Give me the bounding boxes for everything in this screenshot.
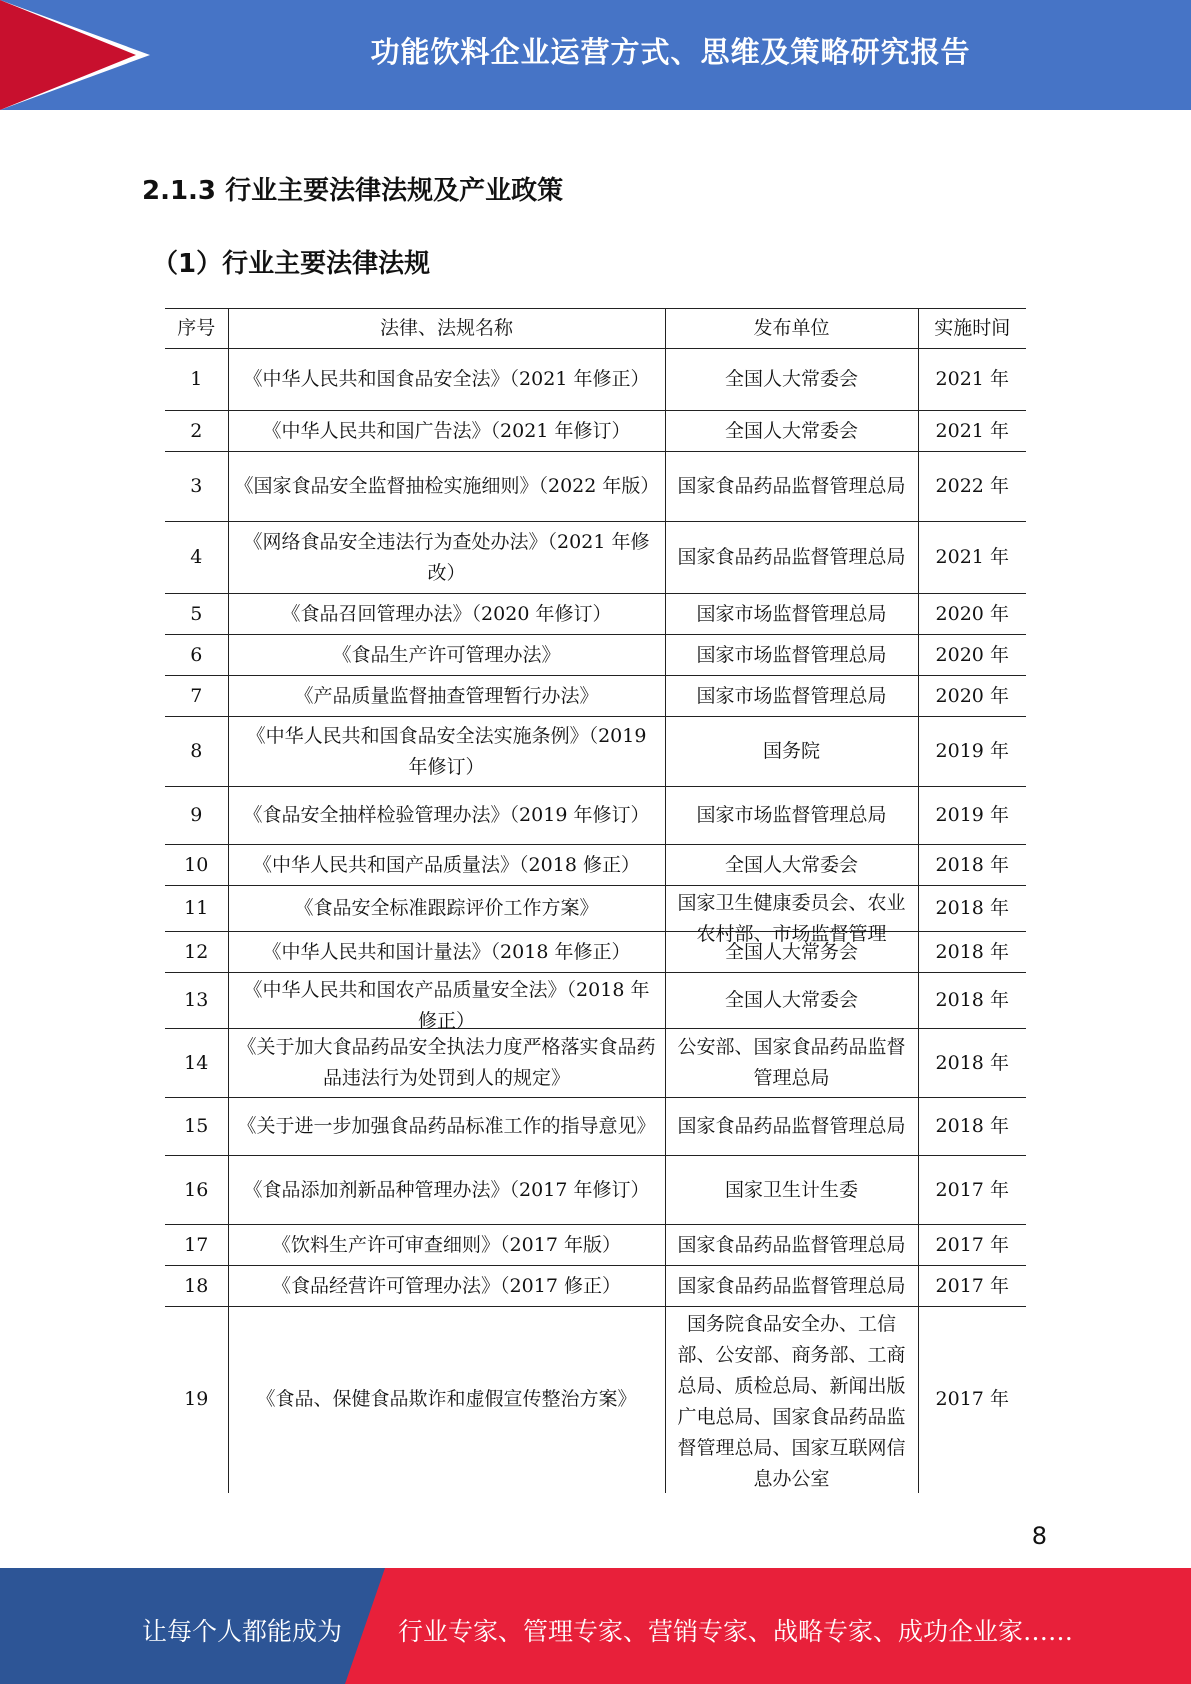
row-index-cell: 5 <box>165 594 228 635</box>
row-index-cell: 10 <box>165 845 228 886</box>
row-issuer-cell: 国家食品药品监督管理总局 <box>665 1098 918 1156</box>
row-issuer-cell: 国务院食品安全办、工信部、公安部、商务部、工商总局、质检总局、新闻出版广电总局、国家食品药品监督管理总局、国家互联网信息办公室 <box>665 1307 918 1493</box>
row-index-cell: 4 <box>165 522 228 594</box>
row-law-name-cell: 《关于加大食品药品安全执法力度严格落实食品药品违法行为处罚到人的规定》 <box>228 1029 665 1098</box>
row-date-cell: 2020 年 <box>918 635 1026 676</box>
row-law-name-cell: 《关于进一步加强食品药品标准工作的指导意见》 <box>228 1098 665 1156</box>
row-issuer-cell: 全国人大常委会 <box>665 349 918 411</box>
row-date-cell: 2017 年 <box>918 1266 1026 1307</box>
row-date-cell: 2021 年 <box>918 349 1026 411</box>
table-row <box>165 1307 1026 1493</box>
row-law-name-cell: 《食品生产许可管理办法》 <box>228 635 665 676</box>
header-red-arrow <box>0 0 136 110</box>
row-issuer-cell: 国家卫生健康委员会、农业农村部、市场监督管理 <box>665 886 918 932</box>
table-row <box>165 932 1026 973</box>
table-row <box>165 1225 1026 1266</box>
row-law-name-cell: 《食品安全标准跟踪评价工作方案》 <box>228 886 665 932</box>
table-row <box>165 676 1026 717</box>
table-row <box>165 411 1026 452</box>
row-index-cell: 1 <box>165 349 228 411</box>
row-index-cell: 12 <box>165 932 228 973</box>
row-index-cell: 6 <box>165 635 228 676</box>
row-law-name-cell: 《中华人民共和国广告法》（2021 年修订） <box>228 411 665 452</box>
row-index-cell: 8 <box>165 717 228 787</box>
row-law-name-cell: 《中华人民共和国计量法》（2018 年修正） <box>228 932 665 973</box>
row-law-name-cell: 《食品召回管理办法》（2020 年修订） <box>228 594 665 635</box>
row-issuer-cell: 国家食品药品监督管理总局 <box>665 1225 918 1266</box>
section-heading: 2.1.3 行业主要法律法规及产业政策 <box>142 176 564 206</box>
row-index-cell: 19 <box>165 1307 228 1493</box>
table-row <box>165 973 1026 1029</box>
row-issuer-cell: 国家市场监督管理总局 <box>665 787 918 845</box>
row-issuer-cell: 国家食品药品监督管理总局 <box>665 1266 918 1307</box>
laws-table <box>165 308 1026 1493</box>
row-issuer-cell: 国务院 <box>665 717 918 787</box>
table-row <box>165 522 1026 594</box>
row-issuer-cell: 国家食品药品监督管理总局 <box>665 522 918 594</box>
row-law-name-cell: 《食品添加剂新品种管理办法》（2017 年修订） <box>228 1156 665 1225</box>
header-cell-date: 实施时间 <box>918 309 1026 349</box>
row-date-cell: 2022 年 <box>918 452 1026 522</box>
table-row <box>165 886 1026 932</box>
row-date-cell: 2017 年 <box>918 1307 1026 1493</box>
row-index-cell: 15 <box>165 1098 228 1156</box>
row-issuer-cell: 全国人大常委会 <box>665 973 918 1029</box>
table-row <box>165 635 1026 676</box>
footer-slogan-right: 行业专家、管理专家、营销专家、战略专家、成功企业家…… <box>398 1617 1074 1646</box>
table-row <box>165 845 1026 886</box>
row-law-name-cell: 《食品、保健食品欺诈和虚假宣传整治方案》 <box>228 1307 665 1493</box>
table-row <box>165 1266 1026 1307</box>
row-law-name-cell: 《中华人民共和国产品质量法》（2018 修正） <box>228 845 665 886</box>
row-date-cell: 2021 年 <box>918 522 1026 594</box>
row-law-name-cell: 《产品质量监督抽查管理暂行办法》 <box>228 676 665 717</box>
row-issuer-cell: 全国人大常委会 <box>665 845 918 886</box>
row-date-cell: 2018 年 <box>918 845 1026 886</box>
report-title: 功能饮料企业运营方式、思维及策略研究报告 <box>370 35 971 69</box>
row-law-name-cell: 《食品安全抽样检验管理办法》（2019 年修订） <box>228 787 665 845</box>
table-row <box>165 349 1026 411</box>
row-index-cell: 17 <box>165 1225 228 1266</box>
page-footer <box>0 1568 1191 1684</box>
table-row <box>165 594 1026 635</box>
row-date-cell: 2020 年 <box>918 594 1026 635</box>
header-cell-issuer: 发布单位 <box>665 309 918 349</box>
row-index-cell: 18 <box>165 1266 228 1307</box>
footer-slogan-left: 让每个人都能成为 <box>142 1617 343 1646</box>
row-issuer-cell: 国家市场监督管理总局 <box>665 676 918 717</box>
table-row <box>165 787 1026 845</box>
subsection-heading: （1）行业主要法律法规 <box>152 249 431 279</box>
page-number: 8 <box>1031 1522 1047 1550</box>
row-index-cell: 7 <box>165 676 228 717</box>
row-index-cell: 9 <box>165 787 228 845</box>
row-index-cell: 13 <box>165 973 228 1029</box>
row-date-cell: 2018 年 <box>918 886 1026 932</box>
row-law-name-cell: 《食品经营许可管理办法》（2017 修正） <box>228 1266 665 1307</box>
row-date-cell: 2021 年 <box>918 411 1026 452</box>
row-date-cell: 2017 年 <box>918 1225 1026 1266</box>
row-date-cell: 2018 年 <box>918 1029 1026 1098</box>
row-index-cell: 3 <box>165 452 228 522</box>
row-issuer-cell: 全国人大常委会 <box>665 411 918 452</box>
row-issuer-cell: 国家食品药品监督管理总局 <box>665 452 918 522</box>
row-law-name-cell: 《网络食品安全违法行为查处办法》（2021 年修改） <box>228 522 665 594</box>
row-index-cell: 14 <box>165 1029 228 1098</box>
row-date-cell: 2018 年 <box>918 973 1026 1029</box>
table-header-row <box>165 309 1026 349</box>
page-header <box>0 0 1191 110</box>
row-law-name-cell: 《中华人民共和国食品安全法实施条例》（2019 年修订） <box>228 717 665 787</box>
table-row <box>165 1156 1026 1225</box>
row-date-cell: 2018 年 <box>918 1098 1026 1156</box>
row-date-cell: 2018 年 <box>918 932 1026 973</box>
row-date-cell: 2020 年 <box>918 676 1026 717</box>
header-cell-index: 序号 <box>165 309 228 349</box>
row-issuer-cell: 公安部、国家食品药品监督管理总局 <box>665 1029 918 1098</box>
row-law-name-cell: 《饮料生产许可审查细则》（2017 年版） <box>228 1225 665 1266</box>
row-issuer-cell: 全国人大常务会 <box>665 932 918 973</box>
row-law-name-cell: 《中华人民共和国农产品质量安全法》（2018 年修正） <box>228 973 665 1029</box>
row-date-cell: 2019 年 <box>918 787 1026 845</box>
row-issuer-cell: 国家卫生计生委 <box>665 1156 918 1225</box>
row-law-name-cell: 《中华人民共和国食品安全法》（2021 年修正） <box>228 349 665 411</box>
row-issuer-cell: 国家市场监督管理总局 <box>665 635 918 676</box>
row-index-cell: 2 <box>165 411 228 452</box>
row-date-cell: 2019 年 <box>918 717 1026 787</box>
table-row <box>165 452 1026 522</box>
row-index-cell: 16 <box>165 1156 228 1225</box>
footer-blue-slant <box>345 1568 385 1684</box>
row-date-cell: 2017 年 <box>918 1156 1026 1225</box>
row-law-name-cell: 《国家食品安全监督抽检实施细则》（2022 年版） <box>228 452 665 522</box>
row-issuer-cell: 国家市场监督管理总局 <box>665 594 918 635</box>
table-row <box>165 1098 1026 1156</box>
table-row <box>165 1029 1026 1098</box>
table-row <box>165 717 1026 787</box>
row-index-cell: 11 <box>165 886 228 932</box>
header-cell-name: 法律、法规名称 <box>228 309 665 349</box>
